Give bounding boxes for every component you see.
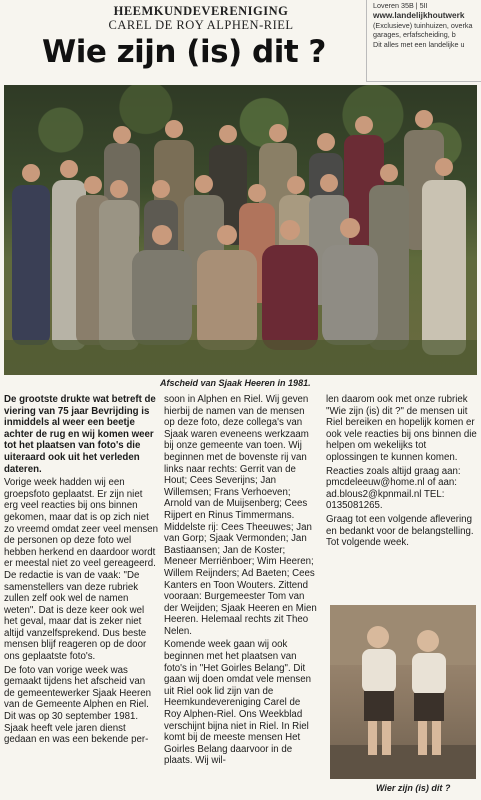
article-paragraph-5: len daarom ook met onze rubriek "Wie zijn (is) dit ?" de mensen uit Riel bereiken en hopelijk komen er ook vele reacties bij ons binnen die helpen om wekelijks tot oplossingen te kunnen komen.: [326, 394, 477, 463]
kicker-line-2: CAREL DE ROY ALPHEN-RIEL: [108, 18, 294, 32]
organization-kicker: [36, 4, 366, 32]
article-paragraph-1: Vorige week hadden wij een groepsfoto geplaatst. Er zijn niet erg veel reacties bij ons binnen gekomen, maar dat is op zich niet zo vreemd omdat zeer veel mensen de personen op deze foto wel hebben herkend en daardoor wordt er meestal niet zo veel gereageerd. De redactie is van de vaak: "De samenstellers van deze rubriek zullen zelf ook wel de namen weten". Dat is deze keer ook wel het geval, maar dat is zeker niet altijd vanzelfsprekend. Dus beste mensen blijf reageren op de door ons geplaatste foto's.: [4, 477, 158, 663]
ad-line-4: garages, erfafscheiding, b: [373, 30, 456, 40]
children-photo-caption: Wier zijn (is) dit ?: [376, 783, 451, 793]
article-intro: De grootste drukte wat betreft de viering van 75 jaar Bevrijding is inmiddels al weer een beetje achter de rug en wij komen weer tot het plaatsen van foto's die uiteraard ook uit het verleden dateren.: [4, 394, 156, 475]
children-photo-figures: [330, 605, 476, 779]
group-photo-caption: Afscheid van Sjaak Heeren in 1981.: [160, 378, 311, 388]
headline: Wie zijn (is) dit ?: [42, 34, 326, 70]
group-photo-figures: [4, 85, 477, 375]
children-photo: [330, 605, 476, 779]
advertisement-box: [366, 0, 481, 82]
article-paragraph-7: Graag tot een volgende aflevering en bedankt voor de belangstelling. Tot volgende week.: [326, 513, 474, 549]
ad-url: www.landelijkhoutwerk: [373, 9, 465, 20]
article-paragraph-3: soon in Alphen en Riel. Wij geven hierbij de namen van de mensen op deze foto, deze collega's van Sjaak waren eveneens werkzaam bij onze gemeente van toen. Wij beginnen met de bovenste rij van links naar rechts: Gerrit van de Hout; Cees Severijns; Jan Willemsen; Frans Verhoeven; Arnold van de Muijsenberg; Cees Rijpert en Rinus Timmermans. Middelste rij: Cees Theeuwes; Jan van Gorp; Sjaak Vermonden; Jan Bastiaansen; Jan de Koster; Meneer Merriënboer; Wim Heeren; Willem Reijnders; Ad Baeten; Cees Kanters en Toon Wouters. Zittend vooraan: Burgemeester Tom van der Weijden; Sjaak Heeren en Mien Heeren. Helemaal rechts zit Theo Nelen.: [164, 394, 317, 637]
ad-line-3: (Exclusieve) tuinhuizen, overka: [373, 20, 473, 30]
ad-line-5: Dit alles met een landelijke u: [373, 40, 465, 50]
ad-line-1: Loveren 35B | 5II: [373, 1, 428, 10]
article-paragraph-4: Komende week gaan wij ook beginnen met het plaatsen van foto's in "Het Goirles Belang". Dit gaan wij doen omdat vele mensen uit Riel ook lid zijn van de Heemkundevereniging Carel de Roy Alphen-Riel. Ons Weekblad verschijnt bijna niet in Riel. In Riel komt bij de meeste mensen Het Goirles Belang daarvoor in de plaats. Wij wil-: [164, 639, 312, 767]
article-column-1: [4, 394, 158, 748]
article-paragraph-2: De foto van vorige week was gemaakt tijdens het afscheid van de gemeentewerker Sjaak Heeren van de Gemeente Alphen en Riel. Dit was op 30 september 1981. Sjaak heeft vele jaren dienst gedaan en was een bekende per-: [4, 664, 152, 746]
group-photo: [4, 85, 477, 375]
kicker-line-1: HEEMKUNDEVERENIGING: [113, 4, 289, 18]
article-column-2: [164, 394, 318, 769]
article-paragraph-6: Reacties zoals altijd graag aan: pmcdeleeuw@home.nl of aan: ad.blous2@kpnmail.nl TEL: 0135081265.: [326, 465, 461, 512]
article-column-3: [326, 394, 478, 551]
